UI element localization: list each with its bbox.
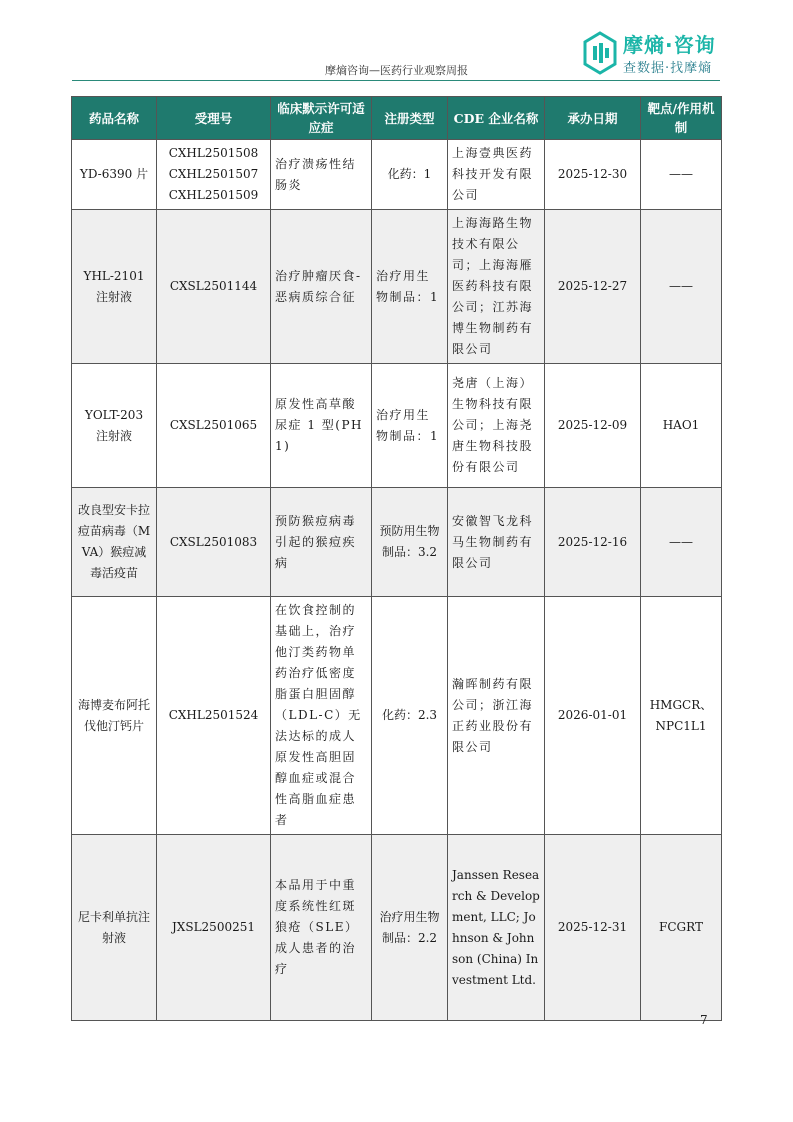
target-mechanism: —— <box>641 488 722 597</box>
col-header-target: 靶点/作用机制 <box>641 97 722 140</box>
accept-no: JXSL2500251 <box>157 835 271 1021</box>
target-mechanism: HAO1 <box>641 364 722 488</box>
table-row <box>72 835 722 1021</box>
registration-type: 治疗用生物制品：1 <box>372 364 448 488</box>
accept-no: CXHL2501524 <box>157 597 271 835</box>
accept-no <box>157 140 271 210</box>
drug-name: YOLT-203 注射液 <box>72 364 157 488</box>
drug-name: 尼卡利单抗注射液 <box>72 835 157 1021</box>
col-header-date: 承办日期 <box>545 97 641 140</box>
undertake-date: 2025-12-16 <box>545 488 641 597</box>
company-name: 瀚晖制药有限公司；浙江海正药业股份有限公司 <box>448 597 545 835</box>
table-row <box>72 597 722 835</box>
indication: 本品用于中重度系统性红斑狼疮（SLE）成人患者的治疗 <box>271 835 372 1021</box>
company-name: Janssen Research & Development, LLC; Johnson & Johnson (China) Investment Ltd. <box>448 835 545 1021</box>
indication: 原发性高草酸尿症 1 型(PH1) <box>271 364 372 488</box>
drug-approval-table <box>71 96 722 1021</box>
indication: 在饮食控制的基础上，治疗他汀类药物单药治疗低密度脂蛋白胆固醇（LDL-C）无法达标的成人原发性高胆固醇血症或混合性高脂血症患者 <box>271 597 372 835</box>
col-header-accept-no: 受理号 <box>157 97 271 140</box>
undertake-date: 2026-01-01 <box>545 597 641 835</box>
accept-no: CXSL2501144 <box>157 210 271 364</box>
registration-type: 治疗用生物制品：1 <box>372 210 448 364</box>
report-title: 摩熵咨询—医药行业观察周报 <box>325 64 468 77</box>
indication: 预防猴痘病毒引起的猴痘疾病 <box>271 488 372 597</box>
table-row <box>72 364 722 488</box>
undertake-date: 2025-12-30 <box>545 140 641 210</box>
drug-name: YHL-2101 注射液 <box>72 210 157 364</box>
target-mechanism: —— <box>641 140 722 210</box>
col-header-indication: 临床默示许可适应症 <box>271 97 372 140</box>
company-name: 尧唐（上海）生物科技有限公司；上海尧唐生物科技股份有限公司 <box>448 364 545 488</box>
registration-type: 治疗用生物制品：2.2 <box>372 835 448 1021</box>
indication: 治疗溃疡性结肠炎 <box>271 140 372 210</box>
col-header-company: CDE 企业名称 <box>448 97 545 140</box>
drug-name: 海博麦布阿托伐他汀钙片 <box>72 597 157 835</box>
company-name: 上海壹典医药科技开发有限公司 <box>448 140 545 210</box>
drug-name: 改良型安卡拉痘苗病毒（MVA）猴痘减毒活疫苗 <box>72 488 157 597</box>
undertake-date: 2025-12-27 <box>545 210 641 364</box>
registration-type: 化药：1 <box>372 140 448 210</box>
header-divider <box>72 80 720 81</box>
undertake-date: 2025-12-31 <box>545 835 641 1021</box>
target-mechanism: HMGCR、NPC1L1 <box>641 597 722 835</box>
table-row <box>72 488 722 597</box>
registration-type: 预防用生物制品：3.2 <box>372 488 448 597</box>
company-name: 安徽智飞龙科马生物制药有限公司 <box>448 488 545 597</box>
indication: 治疗肿瘤厌食-恶病质综合征 <box>271 210 372 364</box>
table-row <box>72 210 722 364</box>
target-mechanism: FCGRT <box>641 835 722 1021</box>
drug-name: YD-6390 片 <box>72 140 157 210</box>
logo-slogan: 查数据·找摩熵 <box>623 61 713 76</box>
accept-no: CXSL2501083 <box>157 488 271 597</box>
company-name: 上海海路生物技术有限公司；上海海雁医药科技有限公司；江苏海博生物制药有限公司 <box>448 210 545 364</box>
logo-name: 摩熵·咨询 <box>623 33 716 57</box>
table-row <box>72 140 722 210</box>
col-header-drug-name: 药品名称 <box>72 97 157 140</box>
undertake-date: 2025-12-09 <box>545 364 641 488</box>
col-header-reg-type: 注册类型 <box>372 97 448 140</box>
target-mechanism: —— <box>641 210 722 364</box>
page-number: 7 <box>700 1013 708 1027</box>
accept-no-lines: CXHL2501508 CXHL2501507 CXHL2501509 <box>168 146 259 202</box>
table-header-row <box>72 97 722 140</box>
accept-no: CXSL2501065 <box>157 364 271 488</box>
registration-type: 化药：2.3 <box>372 597 448 835</box>
